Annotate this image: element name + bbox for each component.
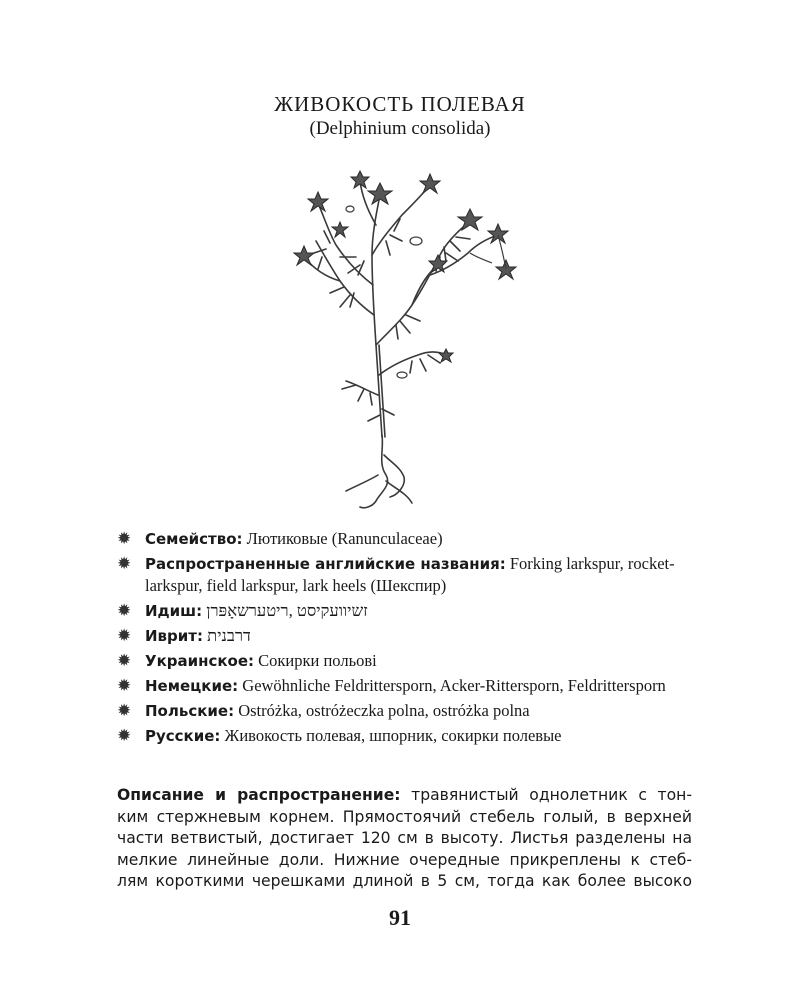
fact-value: Лютиковые (Ranunculaceae)	[246, 529, 443, 548]
list-item	[117, 700, 692, 722]
list-item	[117, 650, 692, 672]
paragraph-text: травянистый однолетник с тон-	[400, 786, 692, 804]
sun-bullet-icon: ✹	[117, 626, 132, 645]
fact-value: Forking larkspur, rocket-larkspur, field larkspur, lark heels (Шекспир)	[145, 554, 675, 595]
list-item	[117, 675, 692, 697]
paragraph-line: ким стержневым корнем. Прямостоячий стебель голый, в верхней	[117, 807, 692, 826]
fact-label: Украинское:	[145, 652, 255, 670]
page-number: 91	[389, 905, 411, 930]
paragraph-line: лям короткими черешками длиной в 5 см, тогда как более высоко	[117, 872, 692, 890]
sun-bullet-icon: ✹	[117, 529, 132, 548]
sun-bullet-icon: ✹	[117, 726, 132, 745]
paragraph-line: мелкие линейные доли. Нижние очередные прикреплены к стеб-	[117, 850, 692, 869]
paragraph-line: части ветвистый, достигает 120 см в высоту. Листья разделены на	[117, 829, 692, 847]
page-title: ЖИВОКОСТЬ ПОЛЕВАЯ	[274, 92, 526, 116]
list-item	[117, 625, 692, 647]
fact-value: Ostróżka, ostróżeczka polna, ostróżka polna	[238, 701, 530, 720]
fact-value: דרבנית	[207, 626, 251, 645]
latin-name: (Delphinium consolida)	[309, 118, 491, 139]
fact-label: Немецкие:	[145, 677, 239, 695]
description-paragraph	[117, 785, 692, 893]
fact-label: Русские:	[145, 727, 221, 745]
larkspur-plant-drawing	[280, 145, 530, 515]
sun-bullet-icon: ✹	[117, 554, 132, 573]
sun-bullet-icon: ✹	[117, 701, 132, 720]
fact-label: Семейство:	[145, 530, 243, 548]
fact-label: Распространенные английские названия:	[145, 555, 506, 573]
sun-bullet-icon: ✹	[117, 676, 132, 695]
paragraph-line	[117, 785, 692, 807]
description-label: Описание и распространение:	[117, 786, 401, 804]
sun-bullet-icon: ✹	[117, 601, 132, 620]
list-item	[117, 725, 692, 747]
fact-label: Идиш:	[145, 602, 203, 620]
fact-label: Польские:	[145, 702, 235, 720]
fact-value: Сокирки польові	[258, 651, 377, 670]
fact-value: Живокость полевая, шпорник, сокирки полевые	[224, 726, 562, 745]
list-item	[117, 553, 692, 597]
sun-bullet-icon: ✹	[117, 651, 132, 670]
fact-value: זשיוועקיסט ,ריטערשאָפּרן	[206, 601, 368, 620]
list-item	[117, 528, 692, 550]
fact-label: Иврит:	[145, 627, 203, 645]
fact-value: Gewöhnliche Feldrittersporn, Acker-Rittersporn, Feldrittersporn	[242, 676, 666, 695]
facts-list	[117, 528, 692, 750]
list-item	[117, 600, 692, 622]
